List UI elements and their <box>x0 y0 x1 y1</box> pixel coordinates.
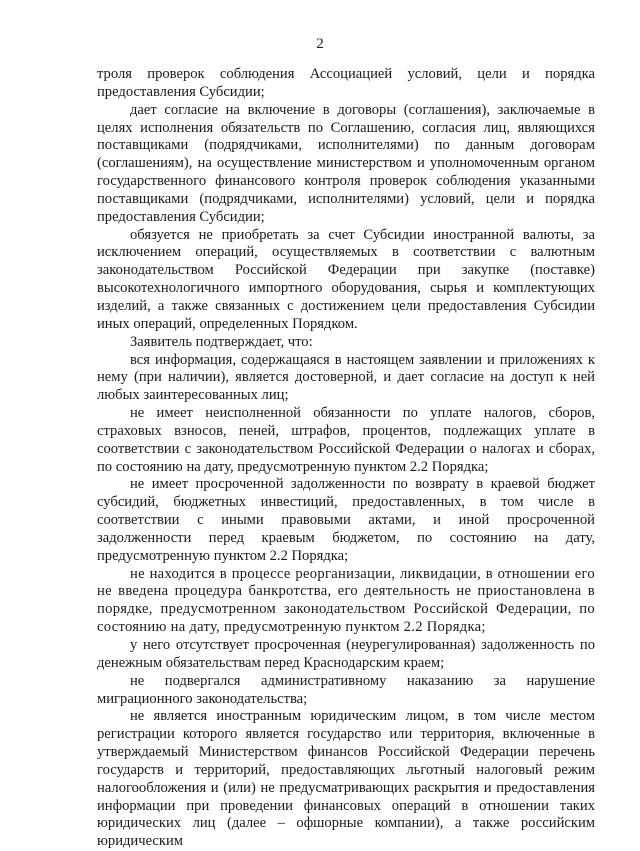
paragraph-continuation: троля проверок соблюдения Ассоциацией условий, цели и порядка предоставления Субсидии; <box>97 66 595 100</box>
paragraph-foreign-currency: обязуется не приобретать за счет Субсидии иностранной валюты, за исключением операций, осуществляемых в соответствии с валютным законодательством Российской Федерации при закупке (поставке) высокотехнологичного импортного оборудования, сырья и комплектующих изделий, а также связанных с достижением цели предоставления Субсидии иных операций, определенных Порядком. <box>97 226 595 332</box>
paragraph-no-budget-debt: не имеет просроченной задолженности по возврату в краевой бюджет субсидий, бюджетных инвестиций, предоставленных, в том числе в соответствии с иными правовыми актами, и иной просроченной задолженности перед краевым бюджетом, по состоянию на дату, предусмотренную пунктом 2.2 Порядка; <box>97 476 595 564</box>
document-body <box>97 66 595 851</box>
paragraph-applicant-confirms: Заявитель подтверждает, что: <box>130 333 313 350</box>
paragraph-not-offshore: не является иностранным юридическим лицом, в том числе местом регистрации которого является государство или территория, включенные в утверждаемый Министерством финансов Российской Федерации перечень государств и территорий, предоставляющих льготный налоговый режим налогообложения и (или) не предусматривающих раскрытия и предоставления информации при проведении финансовых операций в отношении таких юридических лиц (далее – офшорные компании), а также российским юридическим <box>97 708 595 850</box>
paragraph-no-migration-penalty: не подвергался административному наказанию за нарушение миграционного законодательства; <box>97 672 595 707</box>
paragraph-no-reorganization: не находится в процессе реорганизации, ликвидации, в отношении его не введена процедура банкротства, его деятельность не приостановлена в порядке, предусмотренном законодательством Российской Федерации, по состоянию на дату, предусмотренную пунктом 2.2 Порядка; <box>97 565 595 636</box>
paragraph-no-tax-debt: не имеет неисполненной обязанности по уплате налогов, сборов, страховых взносов, пеней, штрафов, процентов, подлежащих уплате в соответствии с законодательством Российской Федерации о налогах и сборах, по состоянию на дату, предусмотренную пунктом 2.2 Порядка; <box>97 405 595 475</box>
paragraph-consent-contracts: дает согласие на включение в договоры (соглашения), заключаемые в целях исполнения обязательств по Соглашению, согласия лиц, являющихся поставщиками (подрядчиками, исполнителями) по данным договорам (соглашениям), на осуществление министерством и уполномоченным органом государственного финансового контроля проверок соблюдения указанными поставщиками (подрядчиками, исполнителями) условий, цели и порядка предоставления Субсидии; <box>97 101 595 225</box>
paragraph-no-obligations-debt: у него отсутствует просроченная (неурегулированная) задолженность по денежным обязательствам перед Краснодарским краем; <box>97 637 595 671</box>
page-number: 2 <box>316 36 324 52</box>
paragraph-information-accurate: вся информация, содержащаяся в настоящем заявлении и приложениях к нему (при наличии), является достоверной, и дает согласие на доступ к ней любых заинтересованных лиц; <box>97 351 595 404</box>
